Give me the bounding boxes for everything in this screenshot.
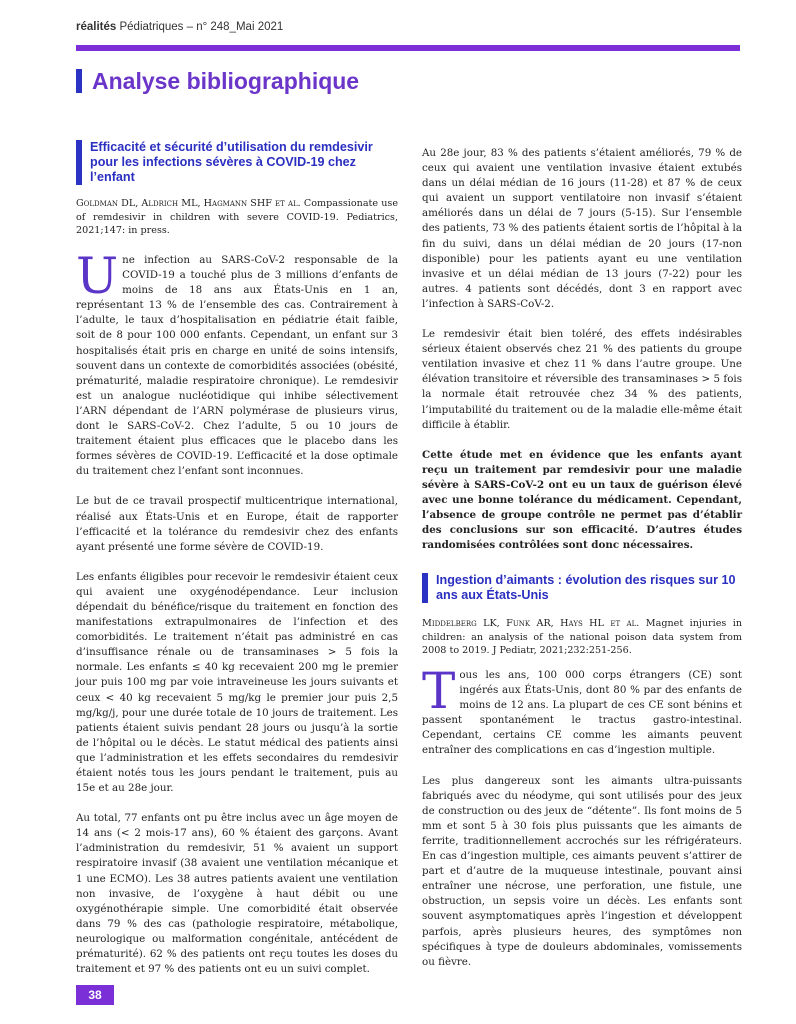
section-title	[76, 66, 359, 96]
article1-paragraph: Au 28e jour, 83 % des patients s’étaient améliorés, 79 % de ceux qui avaient une ventilation invasive étaient extubés dans un délai médian de 16 jours (11-28) et 87 % de ceux qui avaient un support ventilatoire non invasif s’étaient améliorés dans un délai de 7 jours (5-15). Sur l’ensemble des patients, 73 % des patients étaient sortis de l’hôpital à la fin du suivi, dans un délai médian de 20 jours (17-non disponible) pour les patients ayant eu une ventilation invasive et un délai médian de 13 jours (7-22) pour les autres. 4 patients sont décédés, dont 3 en rapport avec l’infection à SARS-CoV-2.	[422, 147, 742, 310]
article1-conclusion: Cette étude met en évidence que les enfants ayant reçu un traitement par remdesivir pour une maladie sévère à SARS-CoV-2 ont eu un taux de guérison élevé avec une bonne tolérance du médicament. Cependant, l’absence de groupe contrôle ne permet pas d’établir des conclusions sur son efficacité. D’autres études randomisées contrôlées sont donc nécessaires.	[422, 448, 742, 552]
article2-reference	[422, 617, 742, 658]
article2-paragraph: Les plus dangereux sont les aimants ultra-puissants fabriqués avec du néodyme, qui sont utilisés pour des jeux de construction ou des jeux de “détente”. Ils font moins de 5 mm et sont 5 à 30 fois plus puissants que les aimants de ferrite, traditionnellement accrochés sur les réfrigérateurs. En cas d’ingestion multiple, ces aimants peuvent s’attirer de part et d’autre de la muqueuse intestinale, pouvant ainsi entraîner une nécrose, une perforation, une fistule, une obstruction, un sepsis voire un décès. Les enfants sont souvent asymptomatiques après l’ingestion et développent parfois, après plusieurs heures, des symptômes non spécifiques à type de douleurs abdominales, vomissements ou fièvre.	[422, 774, 742, 968]
title-marker	[76, 69, 82, 93]
journal-brand: réalités	[76, 21, 117, 33]
article1-ref-authors: Goldman DL, Aldrich ML, Hagmann SHF et al.	[76, 198, 301, 209]
top-rule	[76, 45, 740, 51]
article2-title	[422, 573, 742, 603]
article1-title-text: Efficacité et sécurité d’utilisation du remdesivir pour les infections sévères à COVID-19 chez l’enfant	[90, 140, 373, 184]
article1-paragraph-text: ne infection au SARS-CoV-2 responsable de la COVID-19 a touché plus de 3 millions d’enfants de moins de 18 ans aux États-Unis en 1 an, représentant 13 % de l’ensemble des cas. Contrairement à l’adulte, le taux d’hospitalisation en pédiatrie était faible, soit de 8 pour 100 000 enfants. Cependant, un enfant sur 3 hospitalisés était pris en charge en unité de soins intensifs, souvent dans un contexte de comorbidités associées (obésité, prématurité, maladie respiratoire chronique). Le remdesivir est un analogue nucléotidique qui inhibe sélectivement l’ARN dépendant de l’ARN polymérase de plusieurs virus, dont le SARS-CoV-2. Chez l’adulte, 5 ou 10 jours de traitement étaient plus efficaces que le placebo dans les formes sévères de COVID-19. L’efficacité et la dose optimale du traitement chez l’enfant sont inconnues.	[76, 254, 398, 478]
section-title-text: Analyse bibliographique	[92, 67, 360, 94]
article1-reference	[76, 197, 398, 238]
article1-title	[76, 140, 398, 185]
article1-paragraph: Au total, 77 enfants ont pu être inclus avec un âge moyen de 14 ans (< 2 mois-17 ans), 60 % étaient des garçons. Avant l’administration du remdesivir, 51 % avaient un support respiratoire invasif (38 avaient une ventilation mécanique et 1 une ECMO). Les 38 autres patients avaient une ventilation non invasive, de l’oxygène à haut débit ou une oxygénothérapie simple. Une comorbidité était observée dans 79 % des cas (pathologie respiratoire, métabolique, neurologique ou malformation congénitale, antécédent de prématurité). 62 % des patients ont reçu toutes les doses du traitement et 97 % des patients ont eu un suivi complet.	[76, 812, 398, 976]
issue-info: Pédiatriques – n° 248_Mai 2021	[116, 21, 284, 33]
left-column-text	[76, 247, 398, 977]
article1-ref-details: Compassionate use of remdesivir in children with severe COVID-19. Pediatrics, 2021;147: in press.	[76, 198, 398, 236]
article1-title-marker	[76, 140, 82, 185]
running-head	[76, 21, 283, 33]
article2-dropcap: T	[422, 662, 456, 720]
right-column-text	[422, 146, 742, 553]
article2-ref-authors: Middelberg LK, Funk AR, Hays HL et al.	[422, 618, 640, 629]
article2-paragraph-text: ous les ans, 100 000 corps étrangers (CE) sont ingérés aux États-Unis, dont 80 % par des enfants de moins de 12 ans. La plupart de ces CE sont bénins et passent spontanément le tractus gastro-intestinal. Cependant, certains CE comme les aimants peuvent entraîner des complications en cas d’ingestion multiple.	[422, 669, 742, 757]
page-number: 38	[76, 985, 114, 1005]
article2-ref-details: Magnet injuries in children: an analysis of the national poison data system from 2008 to 2019. J Pediatr, 2021;232:251-256.	[422, 618, 743, 656]
article2-title-text: Ingestion d’aimants : évolution des risques sur 10 ans aux États-Unis	[436, 573, 736, 602]
article2-title-marker	[422, 573, 428, 603]
article2-paragraph	[422, 662, 742, 759]
article1-dropcap: U	[76, 247, 119, 305]
article1-paragraph: Le remdesivir était bien toléré, des effets indésirables sérieux étaient observés chez 21 % des patients du groupe ventilation invasive et chez 11 % dans l’autre groupe. Une élévation transitoire et réversible des transaminases > 5 fois la normale était retrouvée chez 34 % des patients, l’imputabilité du traitement ou de la maladie elle-même était difficile à établir.	[422, 328, 742, 431]
article1-paragraph: Le but de ce travail prospectif multicentrique international, réalisé aux États-Unis et en Europe, était de rapporter l’efficacité et la tolérance du remdesivir chez des enfants ayant présenté une forme sévère de COVID-19.	[76, 495, 398, 553]
article1-paragraph	[76, 247, 398, 479]
article1-paragraph: Les enfants éligibles pour recevoir le remdesivir étaient ceux qui avaient une oxygénodépendance. Leur inclusion dépendait du bénéfice/risque du traitement en fonction des manifestations extrapulmonaires de l’infection et des comorbidités. Le traitement n’était pas administré en cas d’insuffisance rénale ou de transaminases > 5 fois la normale. Les enfants ≤ 40 kg recevaient 200 mg le premier jour puis 100 mg par voie intraveineuse les jours suivants et ceux < 40 kg recevaient 5 mg/kg le premier jour puis 2,5 mg/kg/j, pour une durée totale de 10 jours de traitement. Les patients étaient suivis pendant 28 jours ou jusqu’à la sortie de l’hôpital ou le décès. Le statut médical des patients ainsi que l’administration et les effets secondaires du remdesivir étaient notés tous les jours pendant le traitement, puis au 15e et au 28e jour.	[76, 570, 398, 795]
article2-body	[422, 662, 742, 970]
